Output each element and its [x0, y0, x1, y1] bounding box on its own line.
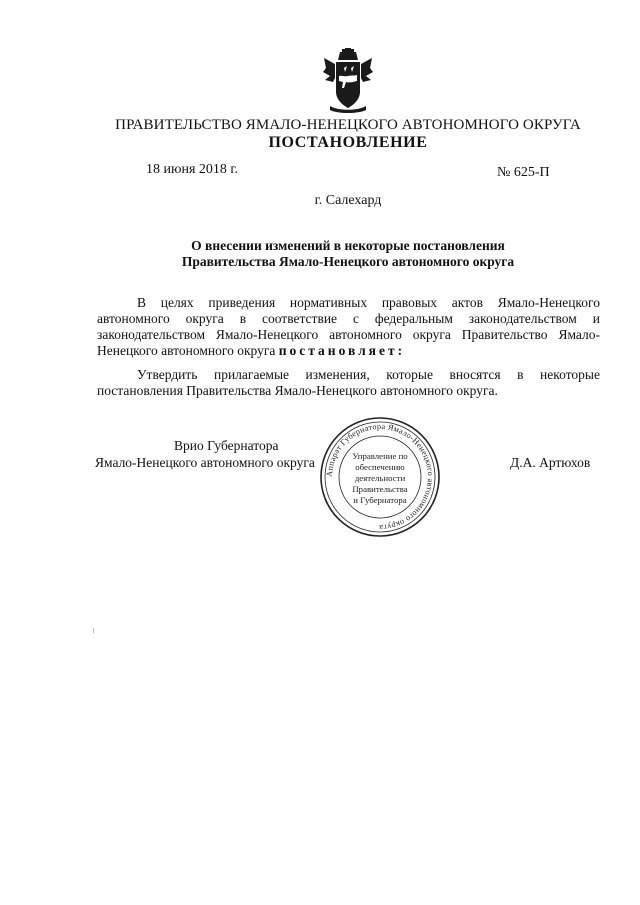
- resolution-text: Утвердить прилагаемые изменения, которые вносятся в некоторые постановления Правительства Ямало-Ненецкого автономного округа.: [97, 367, 600, 398]
- seal-center-line-1: Управление по: [352, 451, 408, 461]
- document-subject: [0, 238, 640, 270]
- document-number: № 625-П: [497, 165, 550, 180]
- preamble-paragraph: [97, 295, 600, 359]
- signatory-name: Д.А. Артюхов: [510, 455, 591, 470]
- document-city: г. Салехард: [314, 193, 382, 208]
- seal-center-line-2: обеспечению: [355, 462, 405, 472]
- seal-center-line-4: Правительства: [352, 484, 408, 494]
- coat-of-arms-icon: [322, 48, 374, 114]
- preamble-text: В целях приведения нормативных правовых актов Ямало-Ненецкого автономного округа в соответствие с федеральным законодательством и законодательством Ямало-Ненецкого автономного округа Правительство Ямало-Ненецкого автономного округа: [97, 295, 600, 358]
- subject-line-1: О внесении изменений в некоторые постановления: [191, 238, 505, 253]
- official-seal: [318, 415, 442, 539]
- seal-center-line-3: деятельности: [354, 473, 406, 483]
- signatory-region: Ямало-Ненецкого автономного округа: [95, 455, 315, 470]
- seal-center-line-5: и Губернатора: [353, 495, 407, 505]
- government-title: ПРАВИТЕЛЬСТВО ЯМАЛО-НЕНЕЦКОГО АВТОНОМНОГО ОКРУГА: [115, 117, 581, 133]
- signatory-position: [95, 437, 335, 471]
- document-date: 18 июня 2018 г.: [146, 162, 239, 177]
- document-type: ПОСТАНОВЛЕНИЕ: [268, 134, 428, 151]
- scan-artifact: [93, 628, 94, 633]
- decree-word: постановляет:: [278, 343, 406, 358]
- seal-ring-text: Аппарат Губернатора Ямало-Ненецкого автономного округа: [324, 421, 436, 533]
- signatory-title: Врио Губернатора: [174, 438, 279, 453]
- subject-line-2: Правительства Ямало-Ненецкого автономного округа: [181, 254, 515, 269]
- resolution-paragraph: [97, 367, 600, 399]
